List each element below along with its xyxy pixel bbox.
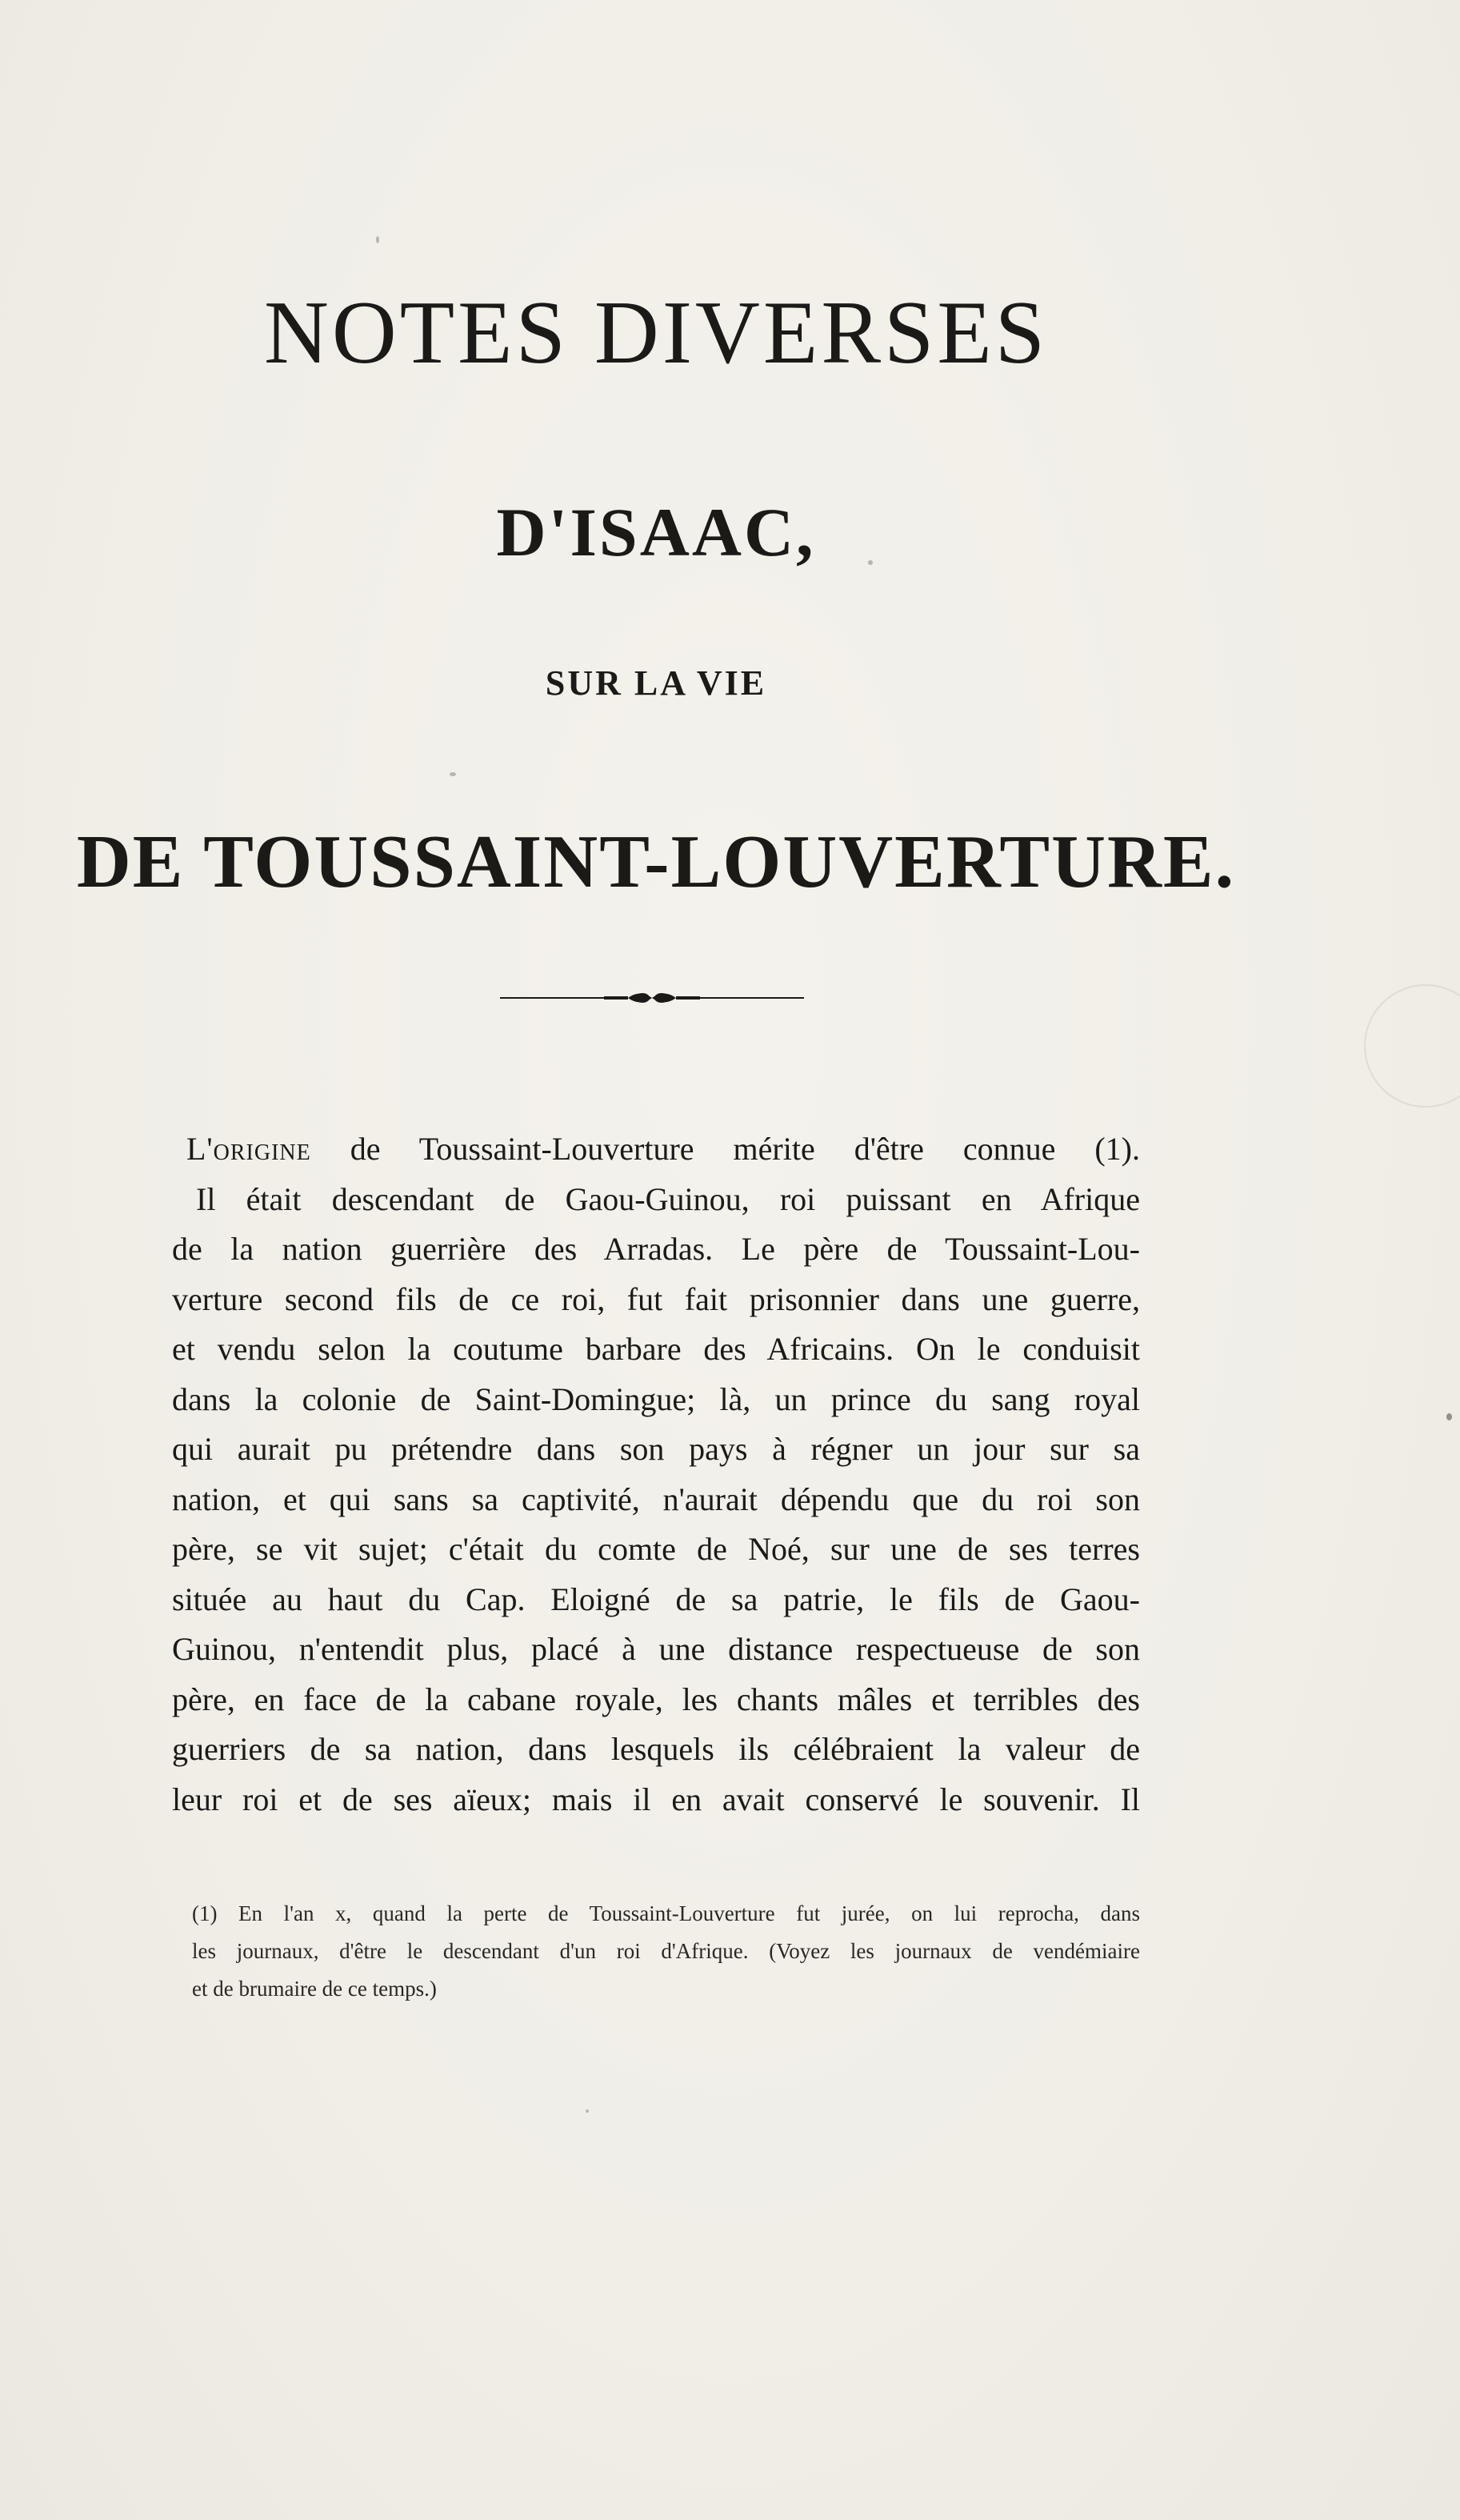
- footnote-line-1: (1) En l'an x, quand la perte de Toussaint-Louverture fut jurée, on lui reprocha, dans: [192, 1901, 1140, 1925]
- body-line-11: Guinou, n'entendit plus, placé à une distance respectueuse de son: [172, 1631, 1140, 1667]
- body-line-4: verture second fils de ce roi, fut fait prisonnier dans une guerre,: [172, 1280, 1140, 1317]
- footnote-line-2: les journaux, d'être le descendant d'un roi d'Afrique. (Voyez les journaux de vendémiaire: [192, 1939, 1140, 1963]
- paper-speck: [376, 236, 379, 243]
- title-sur-la-vie: SUR LA VIE: [545, 663, 767, 703]
- body-line-7: qui aurait pu prétendre dans son pays à régner un jour sur sa: [172, 1431, 1140, 1467]
- paper-speck: [450, 772, 456, 776]
- body-line-1: L'origine de Toussaint-Louverture mérite d'être connue (1).: [186, 1131, 1140, 1167]
- main-paragraph: [172, 1124, 1140, 1825]
- body-line-2: Il était descendant de Gaou-Guinou, roi puissant en Afrique: [196, 1180, 1140, 1217]
- body-line-14: leur roi et de ses aïeux; mais il en avait conservé le souvenir. Il: [172, 1781, 1140, 1817]
- body-line-10: située au haut du Cap. Eloigné de sa patrie, le fils de Gaou-: [172, 1581, 1140, 1617]
- body-line-9: père, se vit sujet; c'était du comte de Noé, sur une de ses terres: [172, 1531, 1140, 1567]
- bleed-through-mark: [1364, 984, 1460, 1108]
- divider-ornament: [500, 986, 804, 1010]
- dropcap-word: L'origine: [186, 1131, 311, 1167]
- footnote-line-3: et de brumaire de ce temps.): [192, 1977, 437, 2001]
- body-line-6: dans la colonie de Saint-Domingue; là, un prince du sang royal: [172, 1380, 1140, 1417]
- body-line-12: père, en face de la cabane royale, les chants mâles et terribles des: [172, 1681, 1140, 1717]
- body-line-3: de la nation guerrière des Arradas. Le père de Toussaint-Lou-: [172, 1231, 1140, 1267]
- body-line-5: et vendu selon la coutume barbare des Africains. On le conduisit: [172, 1331, 1140, 1367]
- body-line-13: guerriers de sa nation, dans lesquels ils célébraient la valeur de: [172, 1731, 1140, 1767]
- paper-speck: [1446, 1413, 1452, 1420]
- paper-speck: [586, 2109, 589, 2113]
- title-toussaint-louverture: DE TOUSSAINT-LOUVERTURE.: [76, 820, 1236, 903]
- paper-speck: [868, 560, 873, 565]
- body-line-8: nation, et qui sans sa captivité, n'aurait dépendu que du roi son: [172, 1480, 1140, 1517]
- title-isaac: D'ISAAC,: [496, 494, 816, 571]
- footnote: [192, 1895, 1140, 2008]
- title-notes-diverses: NOTES DIVERSES: [263, 283, 1049, 383]
